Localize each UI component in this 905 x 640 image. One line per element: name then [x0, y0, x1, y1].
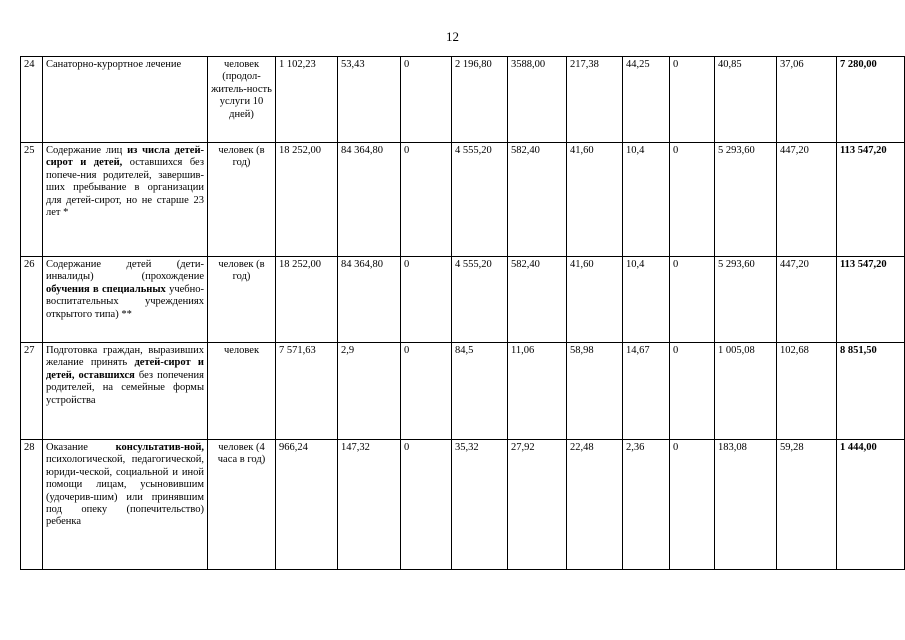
- row-number: 26: [21, 257, 43, 343]
- total-cell: 7 280,00: [837, 57, 905, 143]
- value-cell: 4 555,20: [452, 257, 508, 343]
- value-cell: 447,20: [777, 257, 837, 343]
- value-cell: 10,4: [623, 257, 670, 343]
- page-number: 12: [446, 29, 459, 44]
- value-cell: 1 102,23: [276, 57, 338, 143]
- value-cell: 582,40: [508, 257, 567, 343]
- value-cell: 582,40: [508, 143, 567, 257]
- value-cell: 0: [401, 440, 452, 570]
- value-cell: 7 571,63: [276, 343, 338, 440]
- value-cell: 10,4: [623, 143, 670, 257]
- service-name-bold-part: детей-сирот и детей, оставшихся: [46, 357, 204, 381]
- value-cell: 0: [670, 143, 715, 257]
- value-cell: 41,60: [567, 143, 623, 257]
- row-number: 24: [21, 57, 43, 143]
- value-cell: 217,38: [567, 57, 623, 143]
- unit-of-measure: человек (4 часа в год): [208, 440, 276, 570]
- value-cell: 59,28: [777, 440, 837, 570]
- value-cell: 5 293,60: [715, 143, 777, 257]
- value-cell: 18 252,00: [276, 257, 338, 343]
- value-cell: 0: [670, 343, 715, 440]
- value-cell: 53,43: [338, 57, 401, 143]
- service-name-part: Содержание лиц: [46, 145, 128, 156]
- value-cell: 966,24: [276, 440, 338, 570]
- service-name-part: Оказание: [46, 442, 116, 453]
- value-cell: 0: [670, 57, 715, 143]
- service-name-part: Содержание детей (дети-инвалиды) (прохождение: [46, 259, 204, 283]
- row-number: 27: [21, 343, 43, 440]
- total-cell: 113 547,20: [837, 143, 905, 257]
- value-cell: 2,9: [338, 343, 401, 440]
- value-cell: 11,06: [508, 343, 567, 440]
- value-cell: 147,32: [338, 440, 401, 570]
- table-row: [21, 440, 905, 570]
- value-cell: 0: [401, 343, 452, 440]
- value-cell: 18 252,00: [276, 143, 338, 257]
- table-row: [21, 343, 905, 440]
- value-cell: 84 364,80: [338, 143, 401, 257]
- table-row: [21, 143, 905, 257]
- value-cell: 22,48: [567, 440, 623, 570]
- service-name-part: без попечения родителей, на семейные формы устройства: [46, 369, 204, 406]
- value-cell: 0: [401, 257, 452, 343]
- row-number: 28: [21, 440, 43, 570]
- value-cell: 3588,00: [508, 57, 567, 143]
- service-name-part: оставшихся без попече-ния родителей, завершив-ших пребывание в организации для детей-сирот, но не старше 23 лет *: [46, 157, 204, 219]
- service-name-bold-part: консультатив-ной,: [115, 442, 204, 453]
- service-name: [43, 57, 208, 143]
- total-cell: 8 851,50: [837, 343, 905, 440]
- unit-of-measure: человек: [208, 343, 276, 440]
- service-name: [43, 257, 208, 343]
- unit-of-measure: человек (в год): [208, 257, 276, 343]
- service-name: [43, 343, 208, 440]
- tariff-table: [20, 56, 905, 570]
- value-cell: 14,67: [623, 343, 670, 440]
- service-name-part: учебно-воспитательных учреждениях открытого типа) **: [46, 283, 204, 320]
- value-cell: 2,36: [623, 440, 670, 570]
- service-name-bold-part: из числа детей-сирот и детей,: [46, 145, 204, 169]
- value-cell: 84 364,80: [338, 257, 401, 343]
- value-cell: 4 555,20: [452, 143, 508, 257]
- total-cell: 113 547,20: [837, 257, 905, 343]
- value-cell: 27,92: [508, 440, 567, 570]
- value-cell: 58,98: [567, 343, 623, 440]
- value-cell: 183,08: [715, 440, 777, 570]
- total-cell: 1 444,00: [837, 440, 905, 570]
- value-cell: 35,32: [452, 440, 508, 570]
- value-cell: 0: [670, 440, 715, 570]
- unit-of-measure: человек (продол-житель-ность услуги 10 дней): [208, 57, 276, 143]
- value-cell: 0: [401, 143, 452, 257]
- value-cell: 84,5: [452, 343, 508, 440]
- value-cell: 2 196,80: [452, 57, 508, 143]
- value-cell: 0: [401, 57, 452, 143]
- value-cell: 1 005,08: [715, 343, 777, 440]
- unit-of-measure: человек (в год): [208, 143, 276, 257]
- value-cell: 447,20: [777, 143, 837, 257]
- value-cell: 44,25: [623, 57, 670, 143]
- table-body: [21, 57, 905, 570]
- value-cell: 0: [670, 257, 715, 343]
- row-number: 25: [21, 143, 43, 257]
- table-row: [21, 57, 905, 143]
- service-name: [43, 143, 208, 257]
- value-cell: 41,60: [567, 257, 623, 343]
- service-name-part: Санаторно-курортное лечение: [46, 59, 182, 70]
- value-cell: 40,85: [715, 57, 777, 143]
- table-row: [21, 257, 905, 343]
- service-name-part: Подготовка граждан, выразивших желание принять: [46, 345, 204, 369]
- service-name-part: психологической, педагогической, юриди-ческой, социальной и иной помощи лицам, усыновившим (удочерив-шим) или принявшим под опеку (попечительство) ребенка: [46, 454, 204, 528]
- service-name-bold-part: обучения в специальных: [46, 283, 166, 295]
- value-cell: 5 293,60: [715, 257, 777, 343]
- service-name: [43, 440, 208, 570]
- value-cell: 102,68: [777, 343, 837, 440]
- value-cell: 37,06: [777, 57, 837, 143]
